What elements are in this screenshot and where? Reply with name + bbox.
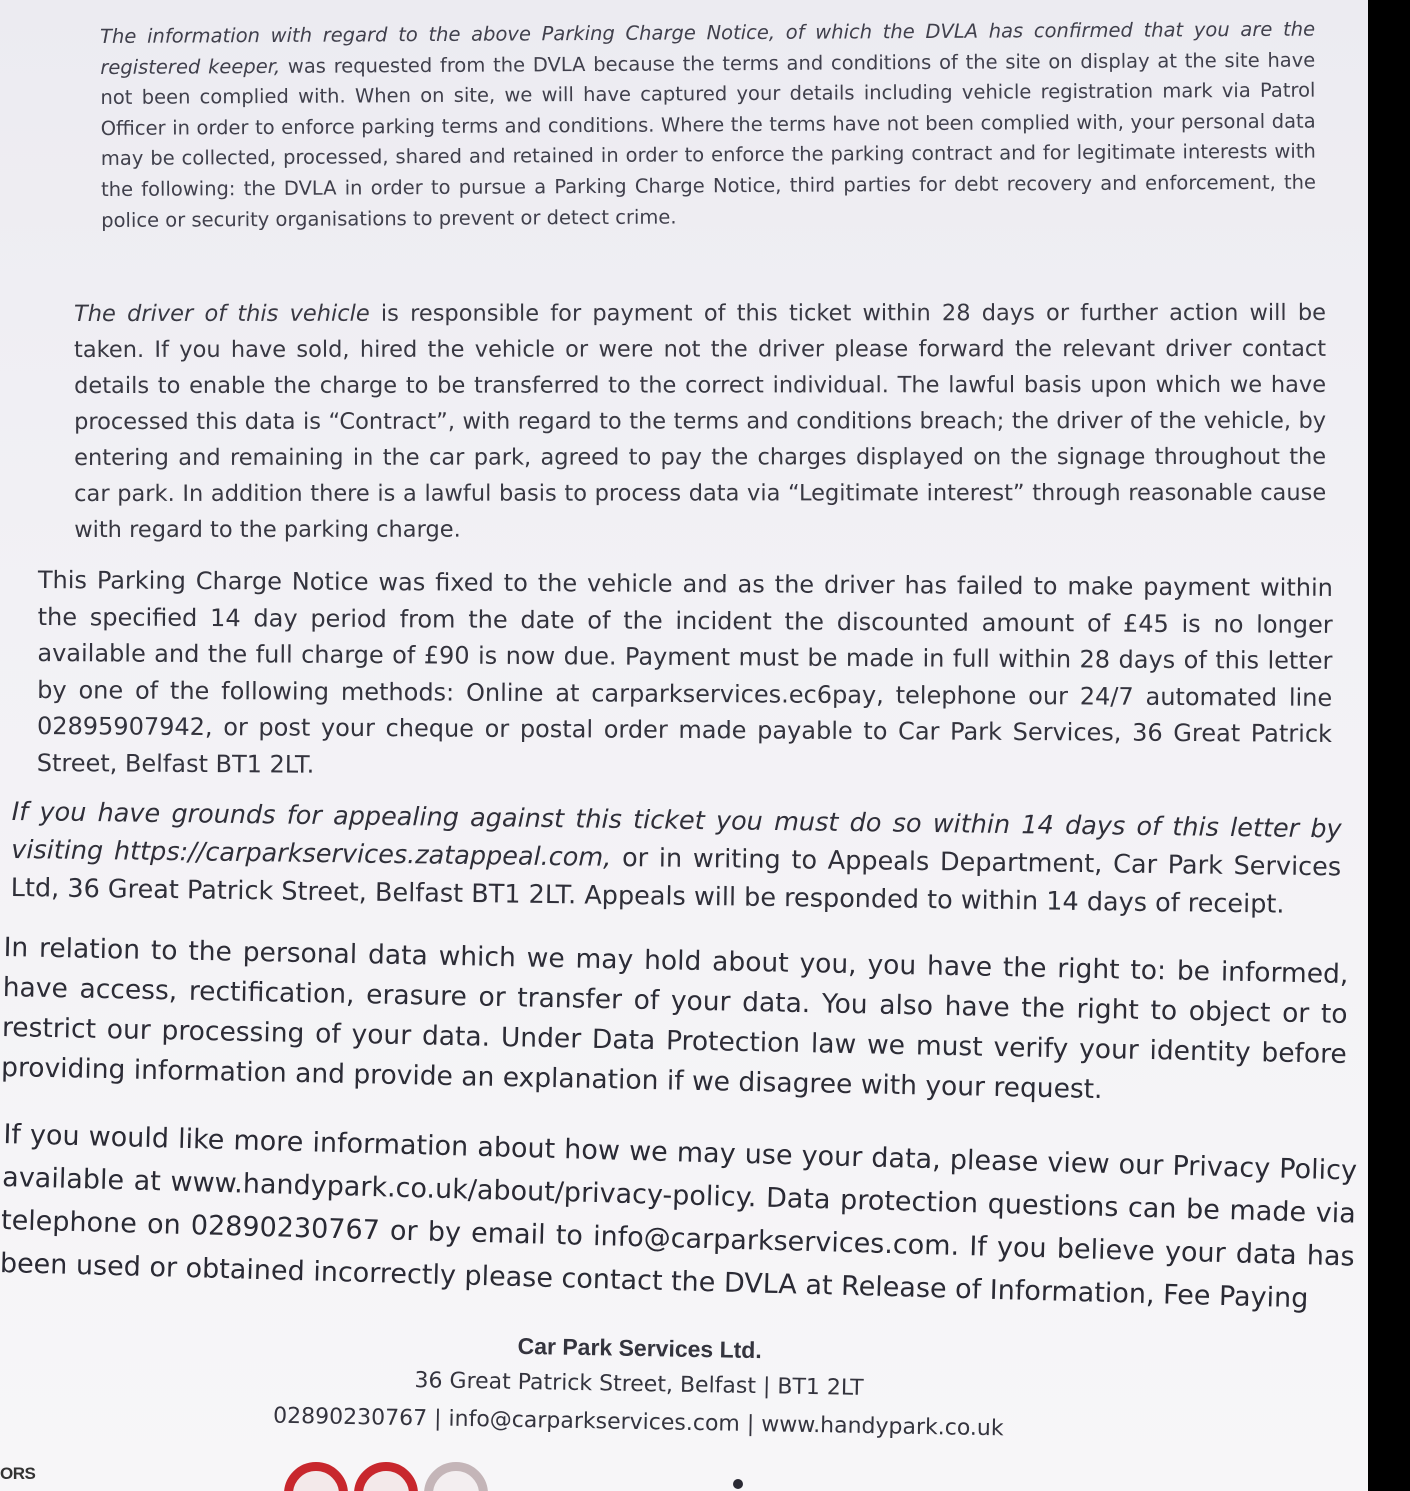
red-ring-logo-icon	[354, 1462, 418, 1491]
grey-ring-logo-icon	[424, 1462, 488, 1491]
letter-footer	[198, 1322, 1080, 1449]
footer-contact: 02890230767 | info@carparkservices.com | www.handypark.co.uk	[272, 1403, 1004, 1442]
paragraph-data-collection	[100, 15, 1316, 237]
paragraph-text: If you would like more information about how we may use your data, please view our Privacy Policy available at www.handypark.co.uk/about/privacy-policy. Data protection questions can be made via telephone on 02890230767 or by email to info@carparkservices.com. If you believe your data has been used or obtained incorrectly please contact the DVLA at Release of Information, Fee Paying	[0, 1118, 1358, 1315]
paragraph-data-rights	[1, 928, 1349, 1115]
paragraph-text: This Parking Charge Notice was fixed to the vehicle and as the driver has failed to make payment within the specified 14 day period from the date of the incident the discounted amount of £45 is no longer available and the full charge of £90 is now due. Payment must be made in full within 28 days of this letter by one of the following methods: Online at carparkservices.ec6pay, telephone our 24/7 automated line 02895907942, or post your cheque or postal order made payable to Car Park Services, 36 Great Patrick Street, Belfast BT1 2LT.	[36, 565, 1333, 779]
paragraph-payment-due	[37, 562, 1333, 789]
paragraph-text: is responsible for payment of this ticket within 28 days or further action will be taken. If you have sold, hired the vehicle or were not the driver please forward the relevant driver contact details to enable the charge to be transferred to the correct individual. The lawful basis upon which we have processed this data is “Contract”, with regard to the terms and conditions breach; the driver of the vehicle, by entering and remaining in the car park, agreed to pay the charges displayed on the signage throughout the car park. In addition there is a lawful basis to process data via “Legitimate interest” through reasonable cause with regard to the parking charge.	[74, 299, 1327, 543]
paragraph-text: was requested from the DVLA because the terms and conditions of the site on display at the site have not been complied with. When on site, we will have captured your details including vehicle registration mark via Patrol Officer in order to enforce parking terms and conditions. Where the terms have not been complied with, your personal data may be collected, processed, shared and retained in order to enforce the parking contract and for legitimate interests with the following: the DVLA in order to pursue a Parking Charge Notice, third parties for debt recovery and enforcement, the police or security organisations to prevent or detect crime.	[100, 48, 1317, 232]
footer-company-name: Car Park Services Ltd.	[517, 1332, 762, 1364]
paragraph-lead: The driver of this vehicle	[74, 300, 370, 327]
paragraph-lead: If you have grounds for appealing against this ticket you must do so within 14 days of this letter by visiting https://carparkservices.zatappeal.com,	[11, 796, 1342, 873]
paragraph-privacy-policy	[0, 1113, 1358, 1322]
photo-dark-edge	[1368, 0, 1410, 1491]
cropped-corner-label: ORS	[0, 1464, 36, 1483]
red-ring-logo-icon	[284, 1462, 348, 1491]
paragraph-driver-responsibility	[74, 295, 1326, 548]
footer-address: 36 Great Patrick Street, Belfast | BT1 2LT	[414, 1368, 864, 1401]
paragraph-text: In relation to the personal data which we may hold about you, you have the right to: be informed, have access, rectification, erasure or transfer of your data. You also have the right to object or to restrict our processing of your data. Under Data Protection law we must verify your identity before providing information and provide an explanation if we disagree with your request.	[0, 931, 1349, 1106]
paragraph-appeals	[11, 793, 1342, 924]
paragraph-text: or in writing to Appeals Department, Car Park Services Ltd, 36 Great Patrick Street, Belfast BT1 2LT. Appeals will be responded to within 14 days of receipt.	[10, 842, 1342, 920]
paragraph-lead: The information with regard to the above Parking Charge Notice, of which the DVLA has confirmed that you are the registered keeper,	[100, 17, 1316, 79]
dot-mark	[733, 1479, 743, 1489]
accreditation-logos	[284, 1462, 504, 1491]
